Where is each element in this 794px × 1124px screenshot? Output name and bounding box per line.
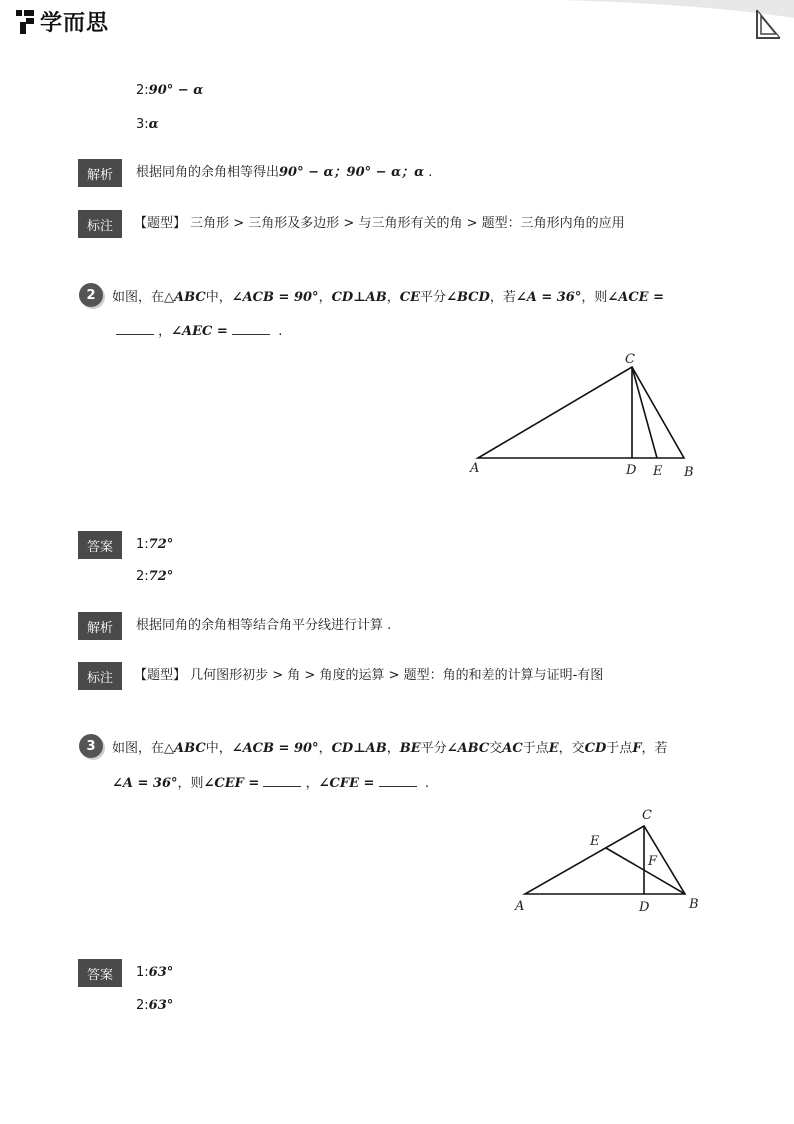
q3-figure [508,802,708,918]
q2-analysis-text: 根据同角的余角相等结合角平分线进行计算 . [136,618,392,633]
q2-label-d: D [626,463,637,478]
q3-label-d: D [639,900,650,915]
q3-answer-2: 2:63° [136,998,174,1013]
q3-label-e: E [590,834,600,849]
q2-label-a: A [470,461,480,476]
ruler-triangle-icon [754,8,782,40]
q2-stem-line-1: 如图，在△ABC中，∠ACB = 90°，CD⊥AB，CE平分∠BCD，若∠A = 36°，则∠ACE = [112,290,665,305]
q2-blank-1[interactable] [116,322,154,335]
q3-label-a: A [515,899,525,914]
q3-label-b: B [689,897,699,912]
q3-triangle-abc [525,826,685,894]
q2-answer-2: 2:72° [136,569,174,584]
q1-analysis-tag: 解析 [78,159,122,187]
q2-answer-1: 1:72° [136,537,174,552]
q2-blank-2[interactable] [232,322,270,335]
q2-number-badge: 2 [79,283,103,307]
q3-stem-line-2: ∠A = 36°，则∠CEF = ，∠CFE = . [112,776,429,791]
q2-label-b: B [684,465,694,480]
q3-blank-1[interactable] [263,774,301,787]
q1-note-text: 【题型】 三角形 > 三角形及多边形 > 与三角形有关的角 > 题型：三角形内角的应用 [134,216,625,231]
q3-label-f: F [648,854,658,869]
q2-analysis-tag: 解析 [78,612,122,640]
brand-logo-mark-icon [14,8,36,36]
q2-note-tag: 标注 [78,662,122,690]
q2-figure [464,348,704,482]
q2-segment-ce [632,367,657,458]
q1-note-tag: 标注 [78,210,122,238]
q3-number-badge: 3 [79,734,103,758]
q3-answer-1: 1:63° [136,965,174,980]
q1-answer-3: 3:α [136,117,159,132]
q2-stem-line-2: ，∠AEC = . [116,322,282,341]
q3-segment-be [606,848,685,894]
q2-answer-tag: 答案 [78,531,122,559]
q3-label-c: C [642,808,652,823]
q2-note-text: 【题型】 几何图形初步 > 角 > 角度的运算 > 题型：角的和差的计算与证明-有图 [134,668,604,683]
q3-answer-tag: 答案 [78,959,122,987]
q1-answer-2: 2:90° − α [136,83,204,98]
header-decoration [0,0,794,40]
q2-label-e: E [653,464,663,479]
brand-name: 学而思 [40,11,110,36]
q3-blank-2[interactable] [379,774,417,787]
q1-analysis-text: 根据同角的余角相等得出90° − α；90° − α；α . [136,165,433,180]
brand-logo [14,6,109,37]
q3-stem-line-1: 如图，在△ABC中，∠ACB = 90°，CD⊥AB，BE平分∠ABC交AC于点E，交CD于点F，若 [112,741,668,756]
q2-label-c: C [625,352,635,367]
